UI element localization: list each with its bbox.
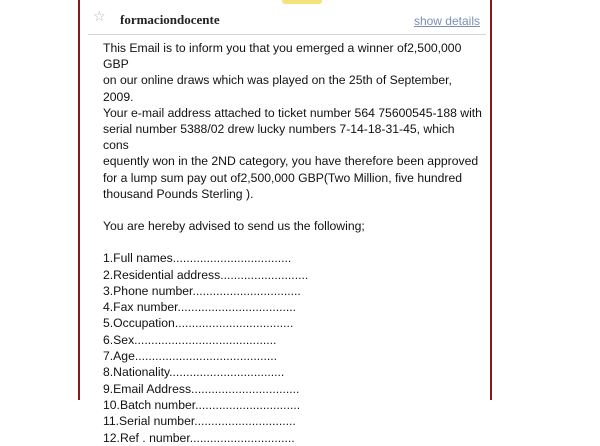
message-header [88,10,486,34]
list-item: 4.Fax number................................... [103,300,297,315]
requested-fields-list [103,250,483,446]
top-notification-edge [282,0,322,4]
show-details-link[interactable]: show details [413,14,480,28]
message-body [103,40,483,446]
list-item: 7.Age.......................................... [103,349,278,364]
list-item: 1.Full names................................... [103,251,292,266]
list-item: 9.Email Address................................ [103,381,300,396]
star-icon[interactable]: ☆ [93,9,106,25]
sender-name: formaciondocente [120,12,220,27]
paragraph-gap [103,202,483,218]
list-item: 5.Occupation................................... [103,316,294,331]
list-item: 3.Phone number................................ [103,283,301,298]
list-item: 10.Batch number............................... [103,397,301,412]
list-item: 12.Ref . number............................... [103,430,295,445]
advice-line: You are hereby advised to send us the following; [103,219,365,234]
list-item: 8.Nationality.................................. [103,365,285,380]
paragraph-gap [103,234,483,250]
list-item: 6.Sex.......................................... [103,332,277,347]
list-item: 11.Serial number.............................. [103,414,296,429]
header-divider [88,34,486,35]
body-paragraph: This Email is to inform you that you emerged a winner of2,500,000 GBP on our online draws which was played on the 25th of September, 2009. Your e-mail address attached to ticket number 564 75600545-188 with serial number 5388/02 drew lucky numbers 7-14-18-31-45, which cons equently won in the 2ND category, you have therefore been approved for a lump sum pay out of2,500,000 GBP(Two Million, five hundred thousand Pounds Sterling ). [103,41,482,201]
list-item: 2.Residential address.......................... [103,267,309,282]
